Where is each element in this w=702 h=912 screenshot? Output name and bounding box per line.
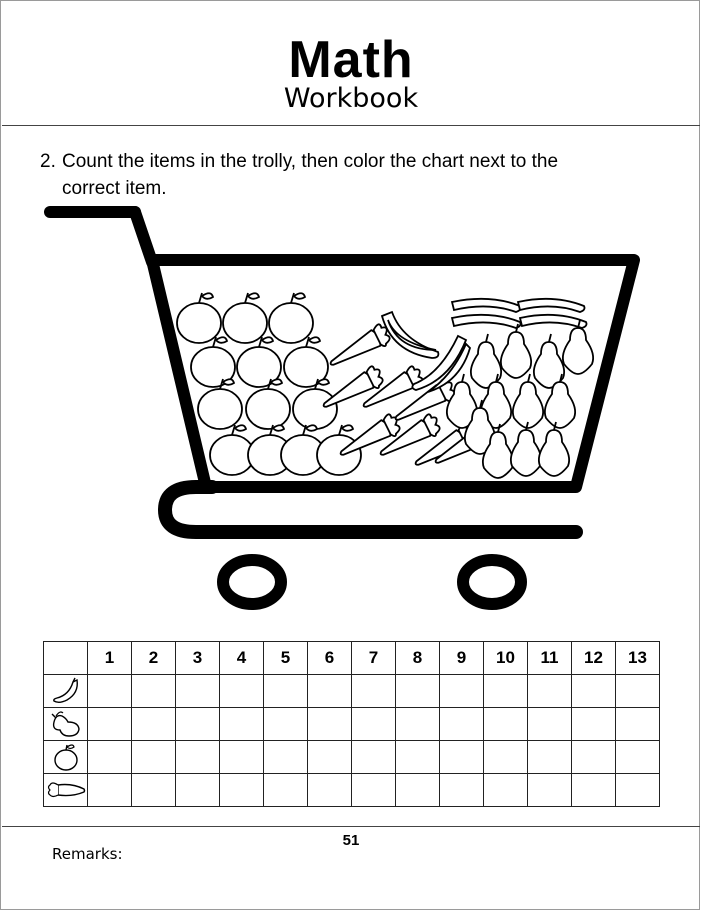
chart-cell[interactable]: [484, 708, 528, 741]
chart-cell[interactable]: [88, 774, 132, 807]
chart-cell[interactable]: [88, 675, 132, 708]
row-label-cell: [44, 708, 88, 741]
chart-cell[interactable]: [132, 741, 176, 774]
question-instruction: [40, 148, 680, 202]
chart-cell[interactable]: [440, 708, 484, 741]
banana-icon: [49, 677, 83, 705]
chart-cell[interactable]: [484, 741, 528, 774]
chart-cell[interactable]: [308, 741, 352, 774]
page-title: Math: [288, 31, 414, 89]
chart-cell[interactable]: [528, 741, 572, 774]
pear-icon: [48, 710, 84, 738]
chart-cell[interactable]: [528, 708, 572, 741]
column-header: 1: [88, 642, 132, 675]
chart-cell[interactable]: [176, 774, 220, 807]
chart-cell[interactable]: [396, 774, 440, 807]
chart-cell[interactable]: [440, 774, 484, 807]
chart-cell[interactable]: [264, 708, 308, 741]
row-label-cell: [44, 774, 88, 807]
pears: [447, 320, 593, 478]
shopping-cart-illustration: [0, 195, 702, 615]
chart-cell[interactable]: [352, 708, 396, 741]
chart-cell[interactable]: [484, 675, 528, 708]
chart-cell[interactable]: [220, 741, 264, 774]
chart-cell[interactable]: [88, 741, 132, 774]
column-header: 5: [264, 642, 308, 675]
row-label-cell: [44, 675, 88, 708]
chart-cell[interactable]: [132, 774, 176, 807]
column-header: 4: [220, 642, 264, 675]
footer-divider: [2, 826, 700, 827]
page-number: 51: [342, 832, 360, 849]
chart-cell[interactable]: [264, 741, 308, 774]
chart-corner-cell: [44, 642, 88, 675]
chart-cell[interactable]: [220, 708, 264, 741]
chart-cell[interactable]: [440, 741, 484, 774]
row-label-cell: [44, 741, 88, 774]
chart-row-pear: [44, 708, 660, 741]
chart-cell[interactable]: [396, 675, 440, 708]
chart-cell[interactable]: [220, 675, 264, 708]
chart-header-row: [44, 642, 660, 675]
chart-cell[interactable]: [396, 741, 440, 774]
chart-row-banana: [44, 675, 660, 708]
chart-cell[interactable]: [308, 675, 352, 708]
chart-cell[interactable]: [352, 675, 396, 708]
apple-icon: [51, 742, 81, 772]
chart-cell[interactable]: [616, 708, 660, 741]
column-header: 10: [484, 642, 528, 675]
column-header: 11: [528, 642, 572, 675]
column-header: 12: [572, 642, 616, 675]
chart-cell[interactable]: [220, 774, 264, 807]
header-divider: [2, 125, 700, 126]
chart-cell[interactable]: [132, 708, 176, 741]
chart-cell[interactable]: [572, 741, 616, 774]
chart-cell[interactable]: [440, 675, 484, 708]
chart-row-apple: [44, 741, 660, 774]
question-text-line1: Count the items in the trolly, then color the chart next to the: [62, 151, 559, 172]
chart-cell[interactable]: [572, 708, 616, 741]
counting-chart: [43, 641, 660, 807]
chart-cell[interactable]: [616, 741, 660, 774]
question-text-line2: correct item.: [62, 178, 167, 199]
chart-cell[interactable]: [572, 675, 616, 708]
chart-cell[interactable]: [308, 708, 352, 741]
chart-cell[interactable]: [176, 741, 220, 774]
page-subtitle: Workbook: [283, 83, 419, 114]
chart-cell[interactable]: [484, 774, 528, 807]
chart-cell[interactable]: [616, 675, 660, 708]
column-header: 8: [396, 642, 440, 675]
apples: [177, 293, 361, 475]
chart-cell[interactable]: [176, 675, 220, 708]
chart-cell[interactable]: [88, 708, 132, 741]
cart-wheels: [223, 560, 521, 604]
remarks-label: Remarks:: [52, 845, 123, 863]
column-header: 3: [176, 642, 220, 675]
column-header: 13: [616, 642, 660, 675]
column-header: 2: [132, 642, 176, 675]
chart-cell[interactable]: [264, 774, 308, 807]
chart-cell[interactable]: [132, 675, 176, 708]
question-number: 2.: [40, 151, 56, 172]
chart-cell[interactable]: [308, 774, 352, 807]
chart-cell[interactable]: [528, 774, 572, 807]
chart-cell[interactable]: [616, 774, 660, 807]
column-header: 7: [352, 642, 396, 675]
chart-cell[interactable]: [352, 741, 396, 774]
carrot-icon: [46, 779, 86, 801]
chart-cell[interactable]: [264, 675, 308, 708]
chart-cell[interactable]: [396, 708, 440, 741]
chart-cell[interactable]: [572, 774, 616, 807]
chart-row-carrot: [44, 774, 660, 807]
chart-cell[interactable]: [352, 774, 396, 807]
column-header: 9: [440, 642, 484, 675]
column-header: 6: [308, 642, 352, 675]
chart-cell[interactable]: [176, 708, 220, 741]
chart-cell[interactable]: [528, 675, 572, 708]
